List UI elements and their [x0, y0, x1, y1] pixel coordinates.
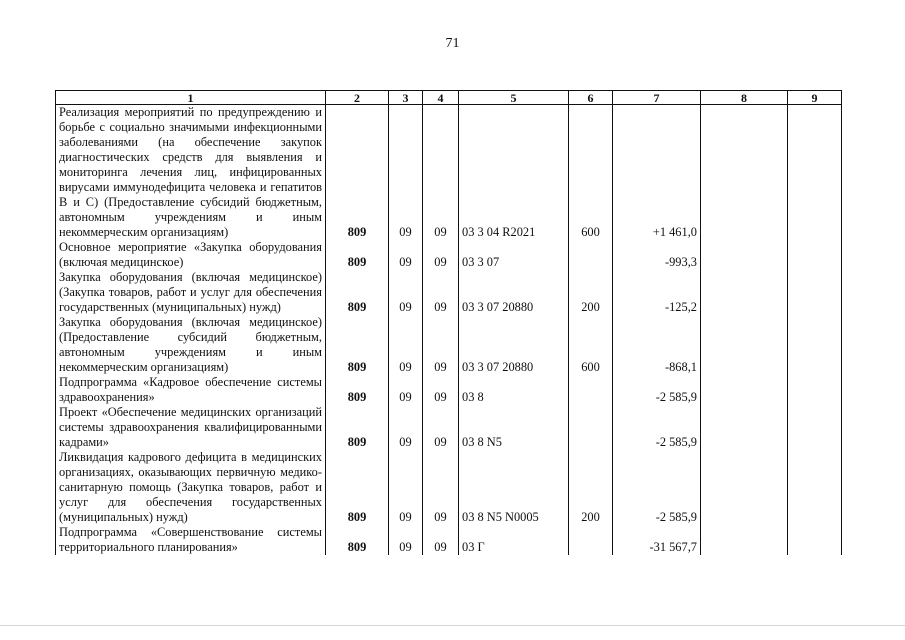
row-name: Реализация мероприятий по предупреждению и борьбе с социально значимыми инфекционными заболеваниями (на обеспечение закупок диагностических средств для выявления и мониторинга лечения лиц, инфицированных вирусами иммунодефицита человека и гепатитов В и С) (Предоставление субсидий бюджетным, автономным учреждениям и иным некоммерческим организациям) — [56, 105, 326, 241]
row-subsection: 09 — [423, 240, 459, 270]
row-section: 09 — [389, 240, 423, 270]
row-expense-type: 200 — [569, 450, 613, 525]
row-name: Закупка оборудования (включая медицинское) (Закупка товаров, работ и услуг для обеспечения государственных (муниципальных) нужд) — [56, 270, 326, 315]
row-name: Подпрограмма «Кадровое обеспечение системы здравоохранения» — [56, 375, 326, 405]
row-col9 — [788, 375, 842, 405]
row-col9 — [788, 315, 842, 375]
row-target-code: 03 3 04 R2021 — [459, 105, 569, 241]
row-expense-type — [569, 375, 613, 405]
table-row — [56, 270, 842, 315]
row-amount: -31 567,7 — [613, 525, 701, 555]
row-expense-type: 600 — [569, 315, 613, 375]
column-header-7: 7 — [613, 91, 701, 105]
row-target-code: 03 8 — [459, 375, 569, 405]
row-subsection: 09 — [423, 450, 459, 525]
row-subsection: 09 — [423, 525, 459, 555]
row-target-code: 03 8 N5 N0005 — [459, 450, 569, 525]
row-col8 — [701, 270, 788, 315]
row-col8 — [701, 450, 788, 525]
row-col8 — [701, 405, 788, 450]
page-edge-divider — [0, 625, 905, 626]
row-col9 — [788, 450, 842, 525]
row-target-code: 03 Г — [459, 525, 569, 555]
table-row — [56, 240, 842, 270]
column-header-6: 6 — [569, 91, 613, 105]
row-col9 — [788, 270, 842, 315]
row-expense-type — [569, 525, 613, 555]
budget-table — [55, 90, 842, 555]
row-grbs: 809 — [326, 375, 389, 405]
table-row — [56, 450, 842, 525]
row-amount: -868,1 — [613, 315, 701, 375]
row-expense-type — [569, 405, 613, 450]
row-amount: -2 585,9 — [613, 450, 701, 525]
row-subsection: 09 — [423, 315, 459, 375]
row-name: Ликвидация кадрового дефицита в медицинских организациях, оказывающих первичную медико-санитарную помощь (Закупка товаров, работ и услуг для обеспечения государственных (муниципальных) нужд) — [56, 450, 326, 525]
row-grbs: 809 — [326, 450, 389, 525]
row-col9 — [788, 405, 842, 450]
row-section: 09 — [389, 315, 423, 375]
row-subsection: 09 — [423, 375, 459, 405]
row-col9 — [788, 240, 842, 270]
row-grbs: 809 — [326, 240, 389, 270]
column-header-2: 2 — [326, 91, 389, 105]
row-subsection: 09 — [423, 105, 459, 241]
row-expense-type: 200 — [569, 270, 613, 315]
row-col8 — [701, 240, 788, 270]
column-header-9: 9 — [788, 91, 842, 105]
row-section: 09 — [389, 270, 423, 315]
row-section: 09 — [389, 375, 423, 405]
row-grbs: 809 — [326, 405, 389, 450]
row-expense-type — [569, 240, 613, 270]
row-col8 — [701, 525, 788, 555]
column-header-4: 4 — [423, 91, 459, 105]
column-header-1: 1 — [56, 91, 326, 105]
row-col9 — [788, 105, 842, 241]
row-name: Проект «Обеспечение медицинских организаций системы здравоохранения квалифицированными кадрами» — [56, 405, 326, 450]
column-header-5: 5 — [459, 91, 569, 105]
table-header-row — [56, 91, 842, 105]
row-amount: -2 585,9 — [613, 405, 701, 450]
row-amount: -993,3 — [613, 240, 701, 270]
row-amount: +1 461,0 — [613, 105, 701, 241]
row-grbs: 809 — [326, 270, 389, 315]
row-target-code: 03 3 07 20880 — [459, 270, 569, 315]
row-section: 09 — [389, 450, 423, 525]
row-amount: -125,2 — [613, 270, 701, 315]
row-section: 09 — [389, 105, 423, 241]
row-subsection: 09 — [423, 405, 459, 450]
row-col8 — [701, 105, 788, 241]
row-expense-type: 600 — [569, 105, 613, 241]
row-grbs: 809 — [326, 525, 389, 555]
table-row — [56, 525, 842, 555]
table-row — [56, 375, 842, 405]
row-section: 09 — [389, 525, 423, 555]
row-name: Закупка оборудования (включая медицинское) (Предоставление субсидий бюджетным, автономным учреждениям и иным некоммерческим организациям) — [56, 315, 326, 375]
row-name: Подпрограмма «Совершенствование системы территориального планирования» — [56, 525, 326, 555]
table-row — [56, 405, 842, 450]
page-number: 71 — [445, 36, 460, 51]
row-target-code: 03 3 07 — [459, 240, 569, 270]
row-target-code: 03 3 07 20880 — [459, 315, 569, 375]
row-col9 — [788, 525, 842, 555]
row-grbs: 809 — [326, 105, 389, 241]
table-row — [56, 105, 842, 241]
row-col8 — [701, 315, 788, 375]
row-target-code: 03 8 N5 — [459, 405, 569, 450]
row-section: 09 — [389, 405, 423, 450]
column-header-3: 3 — [389, 91, 423, 105]
row-name: Основное мероприятие «Закупка оборудования (включая медицинское) — [56, 240, 326, 270]
column-header-8: 8 — [701, 91, 788, 105]
table-row — [56, 315, 842, 375]
row-amount: -2 585,9 — [613, 375, 701, 405]
row-col8 — [701, 375, 788, 405]
row-subsection: 09 — [423, 270, 459, 315]
row-grbs: 809 — [326, 315, 389, 375]
